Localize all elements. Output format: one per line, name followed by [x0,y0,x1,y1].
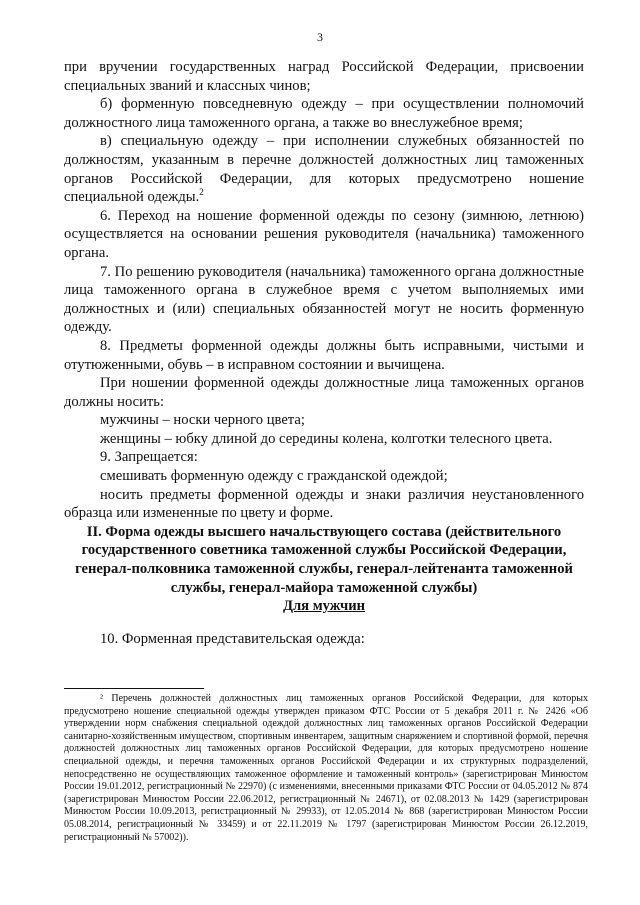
paragraph-item-b: б) форменную повседневную одежду – при осуществлении полномочий должностного лица таможенного органа, а также во внеслужебное время; [64,96,584,131]
paragraph-item-v-text: в) специальную одежду – при исполнении служебных обязанностей по должностям, указанным в перечне должностей должностных лиц таможенных органов Российской Федерации, для которых предусмотрено ношение специальной одежды. [64,133,584,206]
section-heading: II. Форма одежды высшего начальствующего состава (действительного государственного советника таможенной службы Российской Федерации, генерал-полковника таможенной службы, генерал-лейтенанта таможенной службы, генерал-майора таможенной службы) [75,523,573,596]
footnote-reference: 2 [199,187,204,198]
paragraph-9: 9. Запрещается: [100,449,198,466]
paragraph-6: 6. Переход на ношение форменной одежды по сезону (зимнюю, летнюю) осуществляется на основании решения руководителя (начальника) таможенного органа. [64,207,584,261]
paragraph-wearing: При ношении форменной одежды должностные лица таможенных органов должны носить: [64,375,584,410]
paragraph-women: женщины – юбку длиной до середины колена, колготки телесного цвета. [100,430,553,447]
footnote-text: ² Перечень должностей должностных лиц таможенных органов Российской Федерации, для которых предусмотрено ношение специальной одежды утвержден приказом ФТС России от 5 декабря 2011 г. № 2426 «Об утверждении норм снабжения специальной одеждой должностных лиц таможенных органов Российской Федерации санитарно-хозяйственным имуществом, спортивным инвентарем, защитным снаряжением и спортивной формой, перечня должностей должностных лиц таможенных органов Российской Федерации, для которых предусмотрено ношение специальной одежды, и перечня таможенных органов Российской Федерации и их структурных подразделений, непосредственно не осуществляющих таможенное оформление и таможенный контроль» (зарегистрирован Минюстом России 19.01.2012, регистрационный № 22970) (с изменениями, внесенными приказами ФТС России от 04.05.2012 № 874 (зарегистрирован Минюстом России 22.06.2012, регистрационный № 24671), от 02.08.2013 № 1429 (зарегистрирован Минюстом России 10.09.2013, регистрационный № 29933), от 12.05.2014 № 868 (зарегистрирован Минюстом России 05.08.2014, регистрационный № 33459) и от 22.11.2019 № 1797 (зарегистрирован Минюстом России 26.12.2019, регистрационный № 57002)). [64,693,588,843]
paragraph-item-v [64,132,584,206]
paragraph-7: 7. По решению руководителя (начальника) таможенного органа должностные лица таможенного органа в служебное время с учетом выполняемых ими должностных и (или) специальных обязанностей могут не носить форменную одежду. [64,263,584,336]
footnote-divider [64,688,204,689]
page-number: 3 [317,30,323,44]
paragraph-continuation: при вручении государственных наград Российской Федерации, присвоении специальных званий и классных чинов; [64,59,584,94]
subheading-for-men: Для мужчин [282,598,366,615]
document-body [64,58,584,648]
paragraph-8: 8. Предметы форменной одежды должны быть исправными, чистыми и отутюженными, обувь – в исправном состоянии и вычищена. [64,337,584,373]
paragraph-men: мужчины – носки черного цвета; [100,412,305,429]
paragraph-prohibition-2: носить предметы форменной одежды и знаки различия неустановленного образца или измененные по цвету и форме. [64,486,584,522]
paragraph-10: 10. Форменная представительская одежда: [100,630,365,647]
paragraph-prohibition-1: смешивать форменную одежду с гражданской одеждой; [100,468,448,485]
